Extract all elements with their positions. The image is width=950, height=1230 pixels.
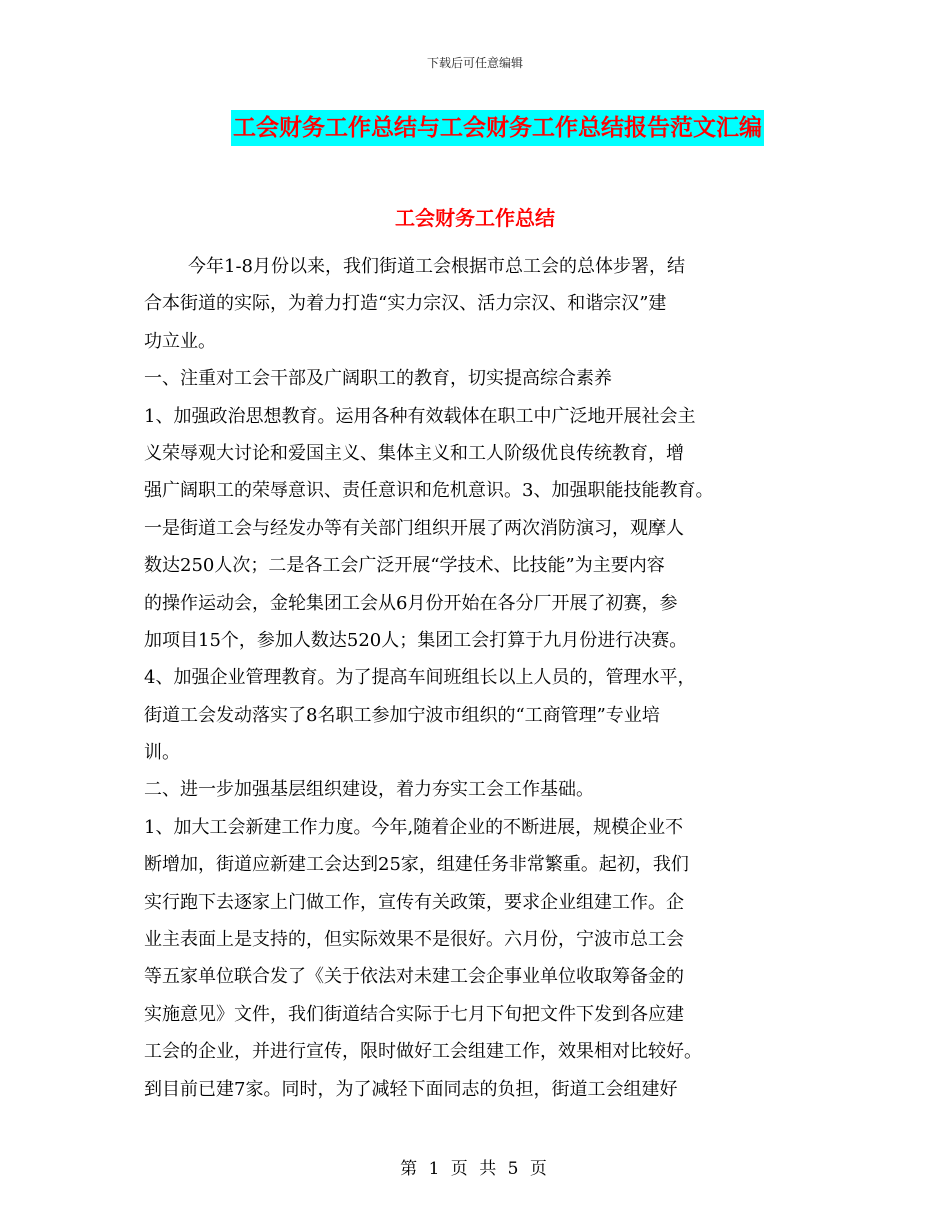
paragraph-line: 加项目15个，参加人数达520人；集团工会打算于九月份进行决赛。 — [144, 629, 688, 651]
paragraph-line: 业主表面上是支持的，但实际效果不是很好。六月份，宁波市总工会 — [144, 929, 684, 951]
paragraph-line: 一是街道工会与经发办等有关部门组织开展了两次消防演习，观摩人 — [144, 517, 684, 539]
header-note: 下载后可任意编辑 — [426, 56, 523, 70]
paragraph-line: 实施意见》文件，我们街道结合实际于七月下旬把文件下发到各应建 — [144, 1003, 684, 1025]
doc-title: 工会财务工作总结与工会财务工作总结报告范文汇编 — [231, 110, 764, 146]
doc-title-container — [0, 110, 950, 146]
paragraph-line: 强广阔职工的荣辱意识、责任意识和危机意识。3、加强职能技能教育。 — [144, 480, 714, 502]
paragraph-line: 训。 — [144, 742, 180, 764]
paragraph-line: 的操作运动会，金轮集团工会从6月份开始在各分厂开展了初赛，参 — [144, 592, 678, 614]
paragraph-line: 工会的企业，并进行宣传，限时做好工会组建工作，效果相对比较好。 — [144, 1041, 702, 1063]
heading-line: 一、注重对工会干部及广阔职工的教育，切实提高综合素养 — [144, 368, 612, 390]
paragraph-line: 断增加，街道应新建工会达到25家，组建任务非常繁重。起初，我们 — [144, 854, 689, 876]
paragraph-line: 1、加大工会新建工作力度。今年,随着企业的不断进展，规模企业不 — [144, 816, 684, 838]
section-title: 工会财务工作总结 — [395, 206, 555, 230]
paragraph-line: 4、加强企业管理教育。为了提高车间班组长以上人员的，管理水平， — [144, 667, 696, 689]
paragraph-line: 今年1-8月份以来，我们街道工会根据市总工会的总体步署，结 — [188, 256, 685, 277]
paragraph-line: 合本街道的实际，为着力打造“实力宗汉、活力宗汉、和谐宗汉”建 — [144, 293, 667, 315]
paragraph-line: 等五家单位联合发了《关于依法对未建工会企事业单位收取筹备金的 — [144, 966, 684, 988]
paragraph-line: 1、加强政治思想教育。运用各种有效载体在职工中广泛地开展社会主 — [144, 405, 696, 427]
paragraph-line: 到目前已建7家。同时，为了减轻下面同志的负担，街道工会组建好 — [144, 1078, 678, 1100]
paragraph-line: 义荣辱观大讨论和爱国主义、集体主义和工人阶级优良传统教育，增 — [144, 442, 684, 464]
body-text — [144, 248, 824, 1108]
page-footer: 第 1 页 共 5 页 — [400, 1159, 550, 1179]
paragraph-line: 街道工会发动落实了8名职工参加宁波市组织的“工商管理”专业培 — [144, 704, 660, 726]
paragraph-line: 实行跑下去逐家上门做工作，宣传有关政策，要求企业组建工作。企 — [144, 891, 684, 913]
paragraph-line: 数达250人次；二是各工会广泛开展“学技术、比技能”为主要内容 — [144, 555, 665, 577]
paragraph-line: 功立业。 — [144, 330, 216, 352]
heading-line: 二、进一步加强基层组织建设，着力夯实工会工作基础。 — [144, 779, 594, 801]
